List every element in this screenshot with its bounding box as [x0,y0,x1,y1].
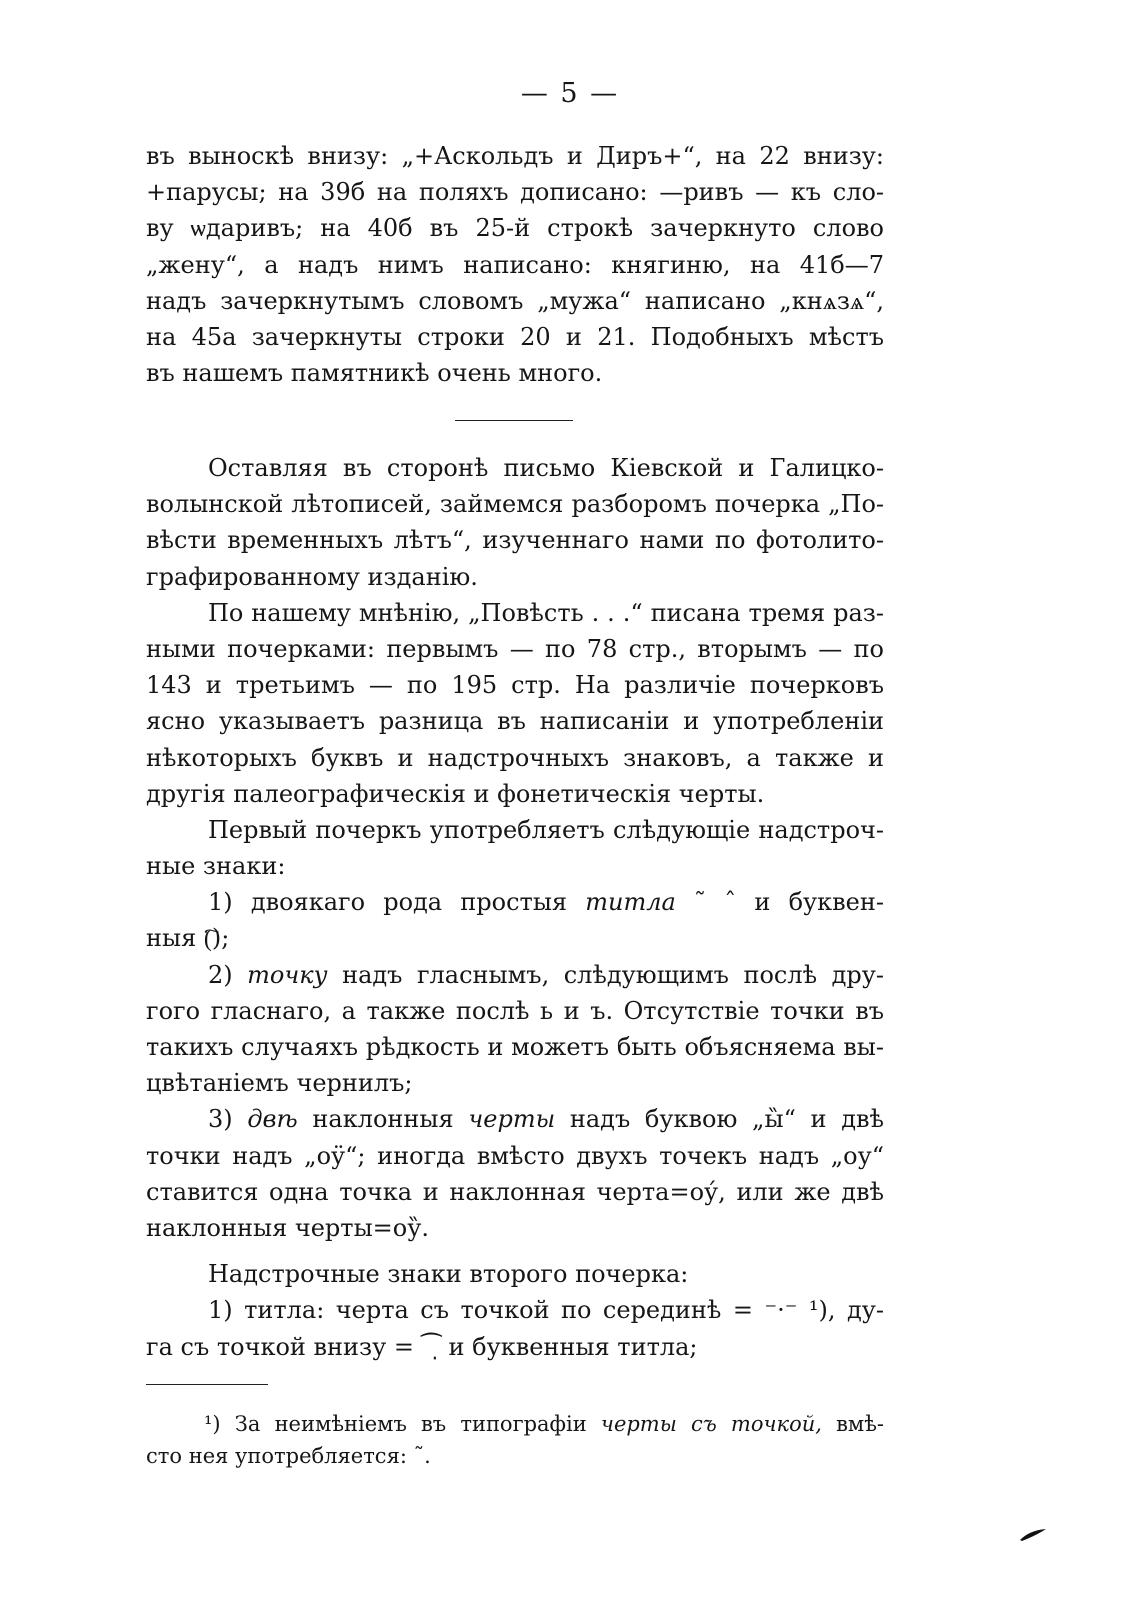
text-line: 1) титла: черта съ точкой по серединѣ = ⁻·⁻ ¹), ду- [208,1296,884,1325]
text-line: другія палеографическія и фонетическія черты. [146,779,765,808]
item-text: наклонныя [312,1105,454,1134]
text-line: нѣкоторыхъ буквъ и надстрочныхъ знаковъ, а также и [146,743,884,772]
text-line: гого гласнаго, а также послѣ ь и ъ. Отсутствіе точки въ [146,996,884,1025]
text-line: въ нашемъ памятникѣ очень много. [146,359,603,388]
text-line: По нашему мнѣнію, „Повѣсть . . .“ писана тремя раз- [208,598,884,627]
text-line: надъ зачеркнутымъ словомъ „мужа“ написано „кнѧзѧ“, [146,286,884,315]
italic-term: титла [585,888,676,917]
footnote-text: За неимѣніемъ въ типографіи [234,1412,587,1436]
text-line: ясно указываетъ разница въ написаніи и употребленіи [146,707,884,736]
ink-mark-icon [1018,1528,1048,1542]
continuation-paragraph [146,138,884,391]
page-number: — 5 — [520,78,620,109]
list-item-2 [146,957,884,993]
text-line: ставится одна точка и наклонная черта=оу́, или же двѣ [146,1177,884,1206]
text-line: точки надъ „оӱ“; иногда вмѣсто двухъ точекъ надъ „оу“ [146,1141,884,1170]
item-text: и буквен- [754,888,884,917]
text-line: ву ѡдаривъ; на 40б въ 25-й строкѣ зачеркнуто слово [146,214,884,243]
text-line: га съ точкой внизу = ⁀̣ и буквенныя титла; [146,1332,698,1361]
text-line: ныя (҇); [146,924,230,953]
text-line: ные знаки: [146,852,286,881]
italic-term: двѣ [247,1105,298,1134]
text-line: графированному изданію. [146,562,478,591]
italic-term: черты [468,1105,556,1134]
text-line: ными почерками: первымъ — по 78 стр., вторымъ — по [146,634,884,663]
footnote-text: вмѣ- [836,1412,885,1436]
text-line: наклонныя черты=оу̏. [146,1213,429,1242]
text-line: въ выноскѣ внизу: „+Аскольдъ и Диръ+“, на 22 внизу: [146,142,884,170]
section-divider [455,420,573,421]
footnote-divider [146,1384,268,1385]
footnote-marker: ¹) [204,1412,221,1436]
text-line: цвѣтаніемъ чернилъ; [146,1069,413,1098]
text-line: на 45а зачеркнуты строки 20 и 21. Подобныхъ мѣстъ [146,322,884,351]
text-line: Оставляя въ сторонѣ письмо Кіевской и Галицко- [208,454,884,482]
text-line: „жену“, а надъ нимъ написано: княгиню, на 41б—7 [146,250,884,279]
item-number: 2) [208,960,233,989]
footnote-line [146,1408,884,1440]
footnote-line: сто нея употребляется: ˜. [146,1444,431,1468]
item-text: надъ гласнымъ, слѣдующимъ послѣ дру- [342,960,884,989]
section-heading: Надстрочные знаки второго почерка: [208,1260,689,1289]
item-number: 3) [208,1105,233,1134]
item-text: надъ буквою „ы̏“ и двѣ [569,1105,884,1134]
text-line: волынской лѣтописей, займемся разборомъ почерка „По- [146,490,884,519]
item-text: 1) двоякаго рода простыя [208,888,568,917]
list-item-3 [146,1101,884,1137]
main-text [146,450,884,1365]
text-line: такихъ случаяхъ рѣдкость и можетъ быть объясняема вы- [146,1033,884,1061]
footnote [146,1408,884,1472]
titlo-marks: ˜ ˆ [694,888,737,917]
text-line: Первый почеркъ употребляетъ слѣдующіе надстроч- [208,815,884,844]
text-line: вѣсти временныхъ лѣтъ“, изученнаго нами по фотолито- [146,526,884,555]
text-line: 143 и третьимъ — по 195 стр. На различіе почерковъ [146,671,884,700]
list-item-1 [146,884,884,920]
italic-term: точку [247,960,328,989]
italic-term: черты съ точкой, [600,1412,822,1436]
text-line: +парусы; на 39б на поляхъ дописано: —ривъ — къ сло- [146,178,884,207]
